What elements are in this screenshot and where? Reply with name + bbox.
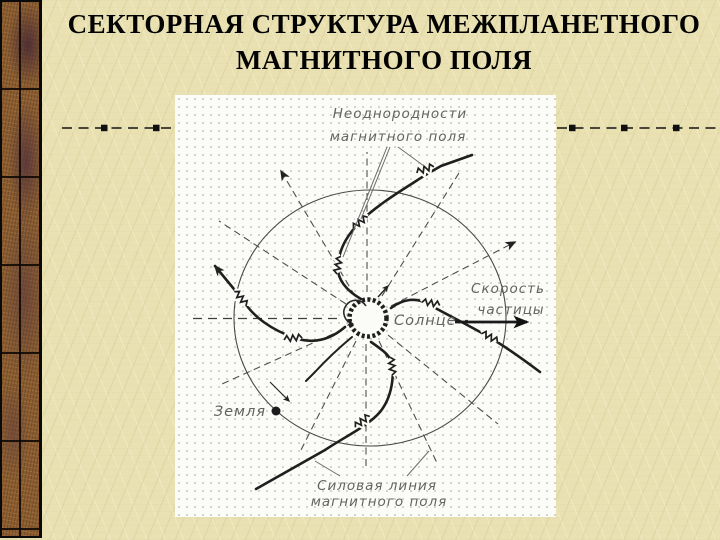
slide-title: [52, 6, 716, 78]
sun: [344, 300, 387, 337]
label-sun: Солнце: [394, 313, 457, 329]
inhomogeneity-zigzags: [233, 163, 499, 429]
earth-dot: [272, 407, 281, 416]
slide-title-line1: СЕКТОРНАЯ СТРУКТУРА МЕЖПЛАНЕТНОГО: [67, 9, 701, 39]
label-particle-speed-line1: Скорость: [471, 281, 545, 297]
imf-sector-diagram: [175, 95, 556, 517]
slide-title-line2: МАГНИТНОГО ПОЛЯ: [235, 45, 533, 75]
label-field-line-line1: Силовая линия: [317, 478, 437, 494]
sun-disk: [350, 300, 387, 337]
label-inhomogeneities-line2: магнитного поля: [329, 129, 467, 145]
earth: [270, 382, 289, 416]
left-texture-strip: [0, 0, 42, 538]
label-field-line-line2: магнитного поля: [310, 494, 448, 510]
label-earth: Земля: [213, 404, 266, 420]
earth-motion-arrow: [270, 382, 289, 401]
label-particle-speed-line2: частицы: [477, 302, 545, 318]
label-inhomogeneities-line1: Неоднородности: [332, 106, 468, 122]
diagram-panel: [175, 95, 556, 517]
